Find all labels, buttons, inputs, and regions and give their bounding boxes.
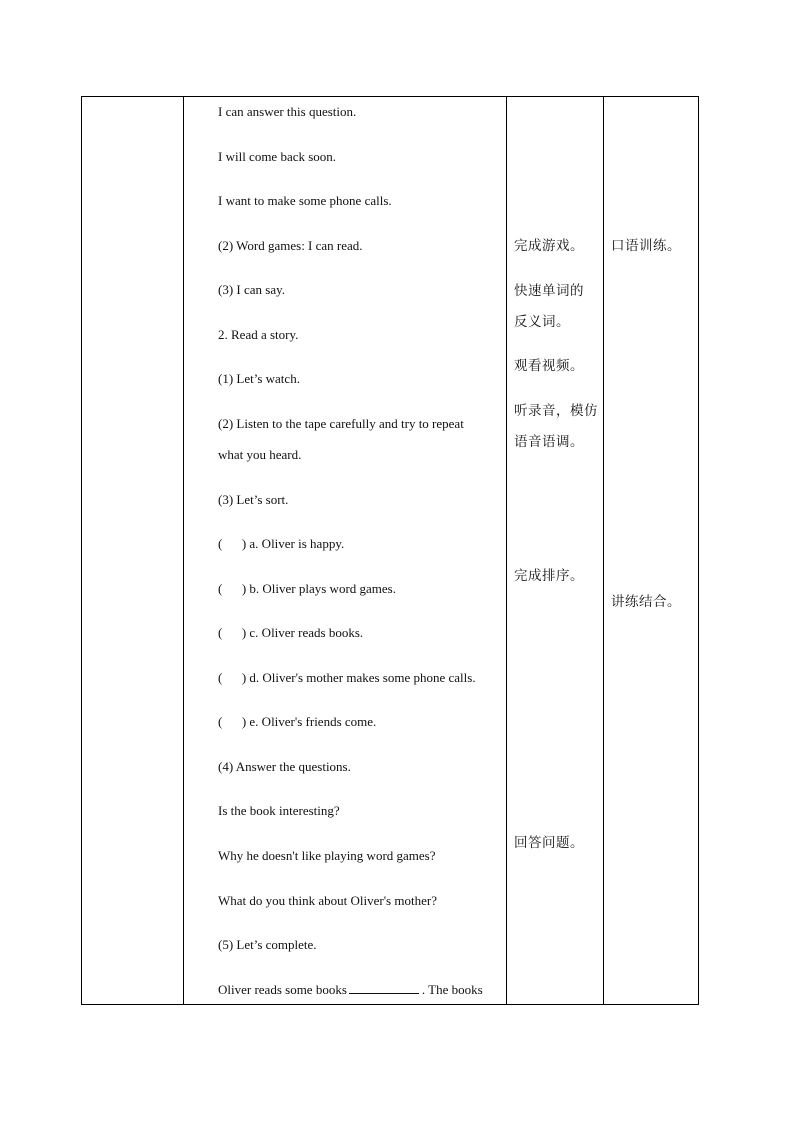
- student-activity: 完成游戏。: [514, 238, 584, 254]
- content-line: (3) I can say.: [218, 282, 286, 297]
- content-line: (2) Word games: I can read.: [218, 238, 363, 253]
- content-line: what you heard.: [218, 447, 302, 462]
- column-divider-1: [183, 97, 184, 1004]
- student-activity: 完成排序。: [514, 568, 584, 584]
- lesson-plan-table: [81, 96, 699, 1005]
- student-activity: 快速单词的: [514, 283, 584, 299]
- question-line: Why he doesn't like playing word games?: [218, 848, 436, 863]
- content-line: I want to make some phone calls.: [218, 193, 392, 208]
- student-activity: 观看视频。: [514, 358, 584, 374]
- content-line: (2) Listen to the tape carefully and try to repeat: [218, 416, 464, 431]
- content-line: (4) Answer the questions.: [218, 759, 351, 774]
- design-intent: 讲练结合。: [611, 594, 681, 610]
- student-activity: 语音语调。: [514, 434, 584, 450]
- fill-in-blank-line: [218, 982, 483, 998]
- sort-item: ( ) e. Oliver's friends come.: [218, 714, 377, 729]
- blank-sentence-start: Oliver reads some books: [218, 982, 347, 997]
- content-line: I can answer this question.: [218, 104, 357, 119]
- design-intent: 口语训练。: [611, 238, 681, 254]
- student-activity: 反义词。: [514, 314, 570, 330]
- content-line: (3) Let’s sort.: [218, 492, 289, 507]
- answer-blank: [349, 982, 419, 994]
- question-line: Is the book interesting?: [218, 803, 340, 818]
- content-line: (1) Let’s watch.: [218, 371, 300, 386]
- blank-sentence-end: . The books: [421, 982, 483, 997]
- question-line: What do you think about Oliver's mother?: [218, 893, 437, 908]
- sort-item: ( ) b. Oliver plays word games.: [218, 581, 396, 596]
- sort-item: ( ) a. Oliver is happy.: [218, 536, 345, 551]
- sort-item: ( ) d. Oliver's mother makes some phone calls.: [218, 670, 476, 685]
- sort-item: ( ) c. Oliver reads books.: [218, 625, 364, 640]
- column-divider-2: [506, 97, 507, 1004]
- student-activity: 回答问题。: [514, 835, 584, 851]
- content-line: (5) Let’s complete.: [218, 937, 317, 952]
- content-line: 2. Read a story.: [218, 327, 299, 342]
- student-activity: 听录音，模仿: [514, 403, 598, 419]
- content-line: I will come back soon.: [218, 149, 337, 164]
- column-divider-3: [603, 97, 604, 1004]
